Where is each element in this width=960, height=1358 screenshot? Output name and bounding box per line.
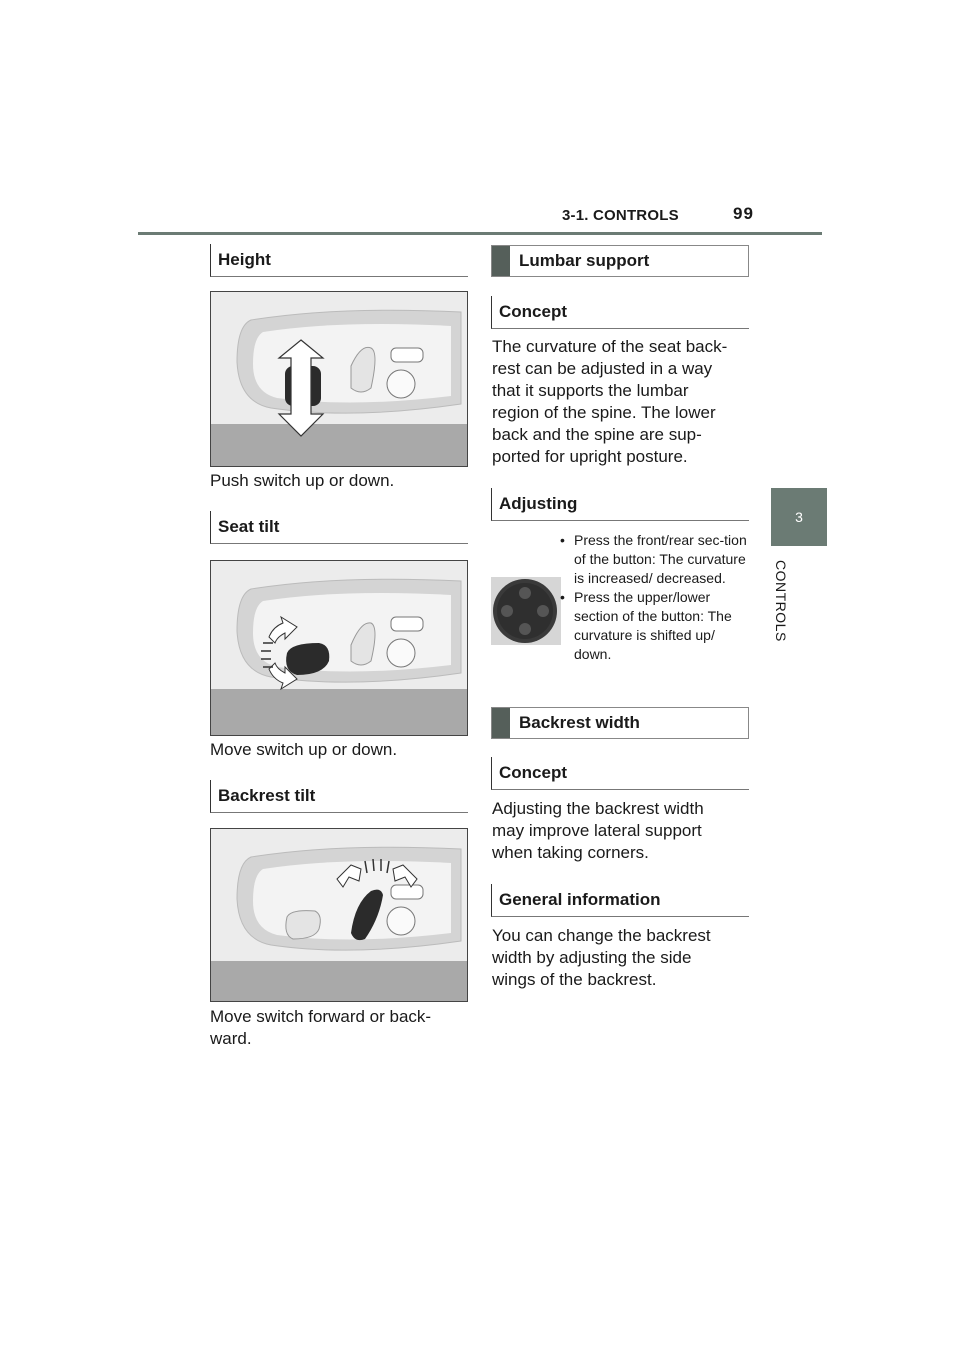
lumbar-adjust-list	[556, 531, 750, 664]
seat-tilt-switch-illustration	[210, 560, 468, 736]
backrest-width-concept-text: Adjusting the backrest width may improve lateral support when taking corners.	[492, 799, 704, 862]
page-number: 99	[733, 204, 754, 223]
lumbar-support-heading: Lumbar support	[491, 245, 749, 277]
height-heading: Height	[210, 244, 468, 277]
lumbar-adjusting-heading: Adjusting	[491, 488, 749, 521]
heading-bar	[492, 708, 510, 738]
lumbar-concept-text: The curvature of the seat back-rest can be adjusted in a way that it supports the lumbar region of the spine. The lower back and the spine are sup-ported for upright posture.	[492, 337, 728, 466]
header-rule	[138, 232, 822, 235]
seat-tilt-heading: Seat tilt	[210, 511, 468, 544]
backrest-tilt-switch-illustration	[210, 828, 468, 1002]
backrest-width-concept-heading: Concept	[491, 757, 749, 790]
chapter-tab-label: CONTROLS	[773, 560, 789, 642]
lumbar-concept-heading: Concept	[491, 296, 749, 329]
list-item: • Press the upper/lower section of the button: The curvature is shifted up/ down.	[556, 588, 750, 664]
seat-tilt-caption: Move switch up or down.	[210, 740, 398, 759]
general-information-text: You can change the backrest width by adjusting the side wings of the backrest.	[492, 926, 711, 989]
height-switch-illustration	[210, 291, 468, 467]
height-caption: Push switch up or down.	[210, 471, 395, 490]
chapter-number: 3	[795, 509, 803, 525]
backrest-width-heading: Backrest width	[491, 707, 749, 739]
running-header: 3-1. CONTROLS	[562, 207, 679, 224]
chapter-tab	[771, 488, 827, 546]
heading-bar	[492, 246, 510, 276]
list-item: • Press the front/rear sec-tion of the button: The curvature is increased/ decreased.	[556, 531, 750, 588]
backrest-tilt-heading: Backrest tilt	[210, 780, 468, 813]
backrest-tilt-caption: Move switch forward or back-ward.	[210, 1007, 432, 1048]
general-information-heading: General information	[491, 884, 749, 917]
lumbar-button-illustration	[491, 577, 561, 645]
